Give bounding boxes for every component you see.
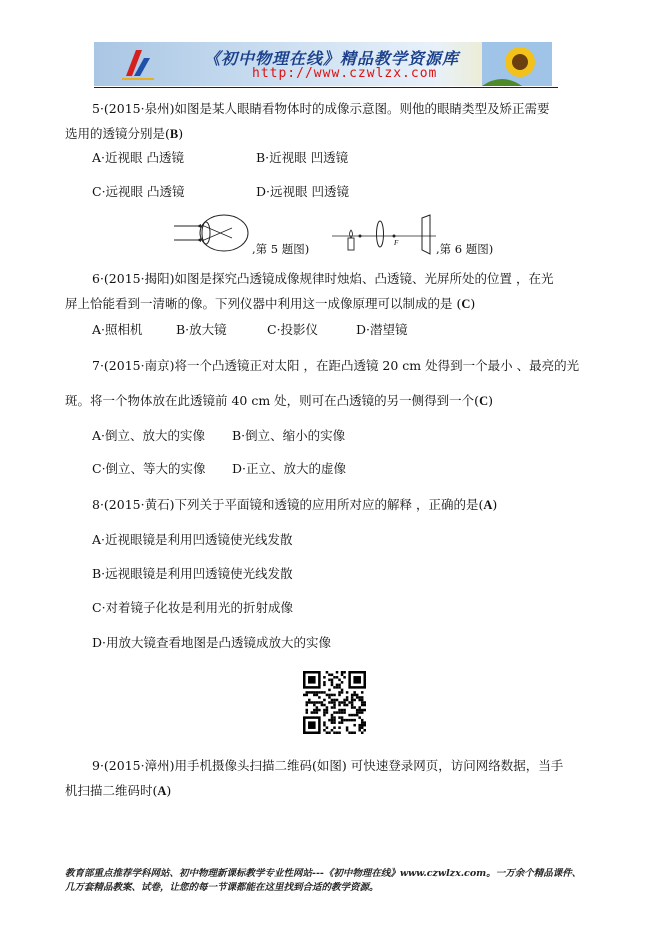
- q8-option-a: A·近视眼镜是利用凹透镜使光线发散: [92, 532, 293, 547]
- q5-option-b: B·近视眼 凹透镜: [256, 150, 349, 165]
- q6-option-d: D·潜望镜: [356, 322, 408, 337]
- q7-option-c: C·倒立、等大的实像: [92, 461, 206, 476]
- q6-stem-line1: 6·(2015·揭阳)如图是探究凸透镜成像规律时烛焰、凸透镜、光屏所处的位置 ，在光: [92, 271, 554, 286]
- q9-stem-line2: 机扫描二维码时(A): [65, 783, 172, 798]
- q8-option-c: C·对着镜子化妆是利用光的折射成像: [92, 600, 294, 615]
- lens-setup-figure: [332, 214, 436, 256]
- q6-stem-line2: 屏上恰能看到一清晰的像。下列仪器中利用这一成像原理可以制成的是 (C): [65, 296, 476, 311]
- q6-option-b: B·放大镜: [176, 322, 227, 337]
- q6-option-c: C·投影仪: [267, 322, 319, 337]
- fig5-caption: ,第 5 题图): [252, 242, 310, 256]
- q5-stem-line2: 选用的透镜分别是(B): [65, 126, 184, 141]
- header-banner: [94, 42, 552, 86]
- q8-answer: A: [483, 498, 493, 512]
- q6-answer: C: [461, 297, 471, 311]
- q8-option-d: D·用放大镜查看地图是凸透镜成放大的实像: [92, 635, 331, 650]
- qr-code-image: [303, 671, 366, 734]
- q7-option-d: D·正立、放大的虚像: [232, 461, 346, 476]
- q5-option-a: A·近视眼 凸透镜: [92, 150, 184, 165]
- footer-line1: 教育部重点推荐学科网站、初中物理新课标教学专业性网站---《初中物理在线》www.czwlzx.com。一万余个精品课件、: [65, 868, 582, 879]
- q7-option-a: A·倒立、放大的实像: [92, 428, 206, 443]
- banner-url[interactable]: http://www.czwlzx.com: [252, 66, 438, 81]
- q7-answer: C: [479, 394, 489, 408]
- q5-option-c: C·远视眼 凸透镜: [92, 184, 185, 199]
- q8-stem: 8·(2015·黄石)下列关于平面镜和透镜的应用所对应的解释 ，正确的是(A): [92, 497, 498, 512]
- q5-stem-line1: 5·(2015·泉州)如图是某人眼睛看物体时的成像示意图。则他的眼睛类型及矫正需要: [92, 101, 550, 116]
- site-logo-icon: [118, 46, 158, 82]
- fig6-focus-label: F: [394, 239, 399, 247]
- q7-stem-line2: 斑。将一个物体放在此透镜前 40 cm 处，则可在凸透镜的另一侧得到一个(C): [65, 393, 493, 408]
- eye-diagram-figure: [174, 214, 252, 254]
- q9-answer: A: [157, 784, 167, 798]
- q6-option-a: A·照相机: [92, 322, 143, 337]
- q7-stem-line1: 7·(2015·南京)将一个凸透镜正对太阳 ，在距凸透镜 20 cm 处得到一个最小 、最亮的光: [92, 358, 580, 373]
- sunflower-icon: [482, 42, 552, 86]
- q5-option-d: D·远视眼 凹透镜: [256, 184, 349, 199]
- q7-option-b: B·倒立、缩小的实像: [232, 428, 346, 443]
- q5-answer: B: [169, 127, 179, 141]
- banner-title: 《初中物理在线》精品教学资源库: [204, 49, 460, 68]
- q8-option-b: B·远视眼镜是利用凹透镜使光线发散: [92, 566, 293, 581]
- header-divider: [94, 87, 558, 88]
- footer-line2: 几万套精品教案、试卷，让您的每一节课都能在这里找到合适的教学资源。: [65, 882, 379, 893]
- fig6-caption: ,第 6 题图): [436, 242, 494, 256]
- q9-stem-line1: 9·(2015·漳州)用手机摄像头扫描二维码(如图) 可快速登录网页，访问网络数据，当手: [92, 758, 564, 773]
